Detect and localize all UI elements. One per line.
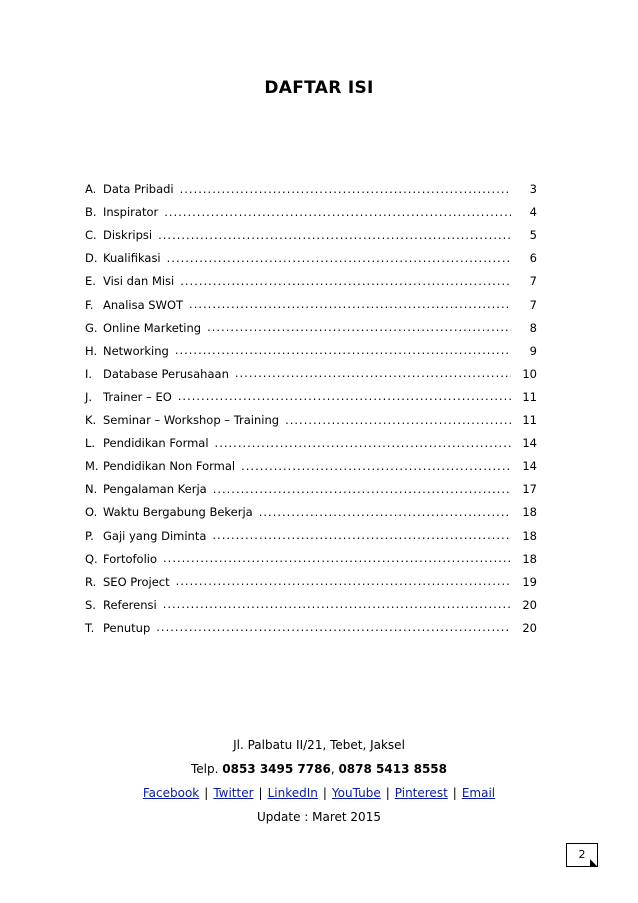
toc-label: Pendidikan Formal — [103, 436, 209, 451]
toc-letter: G. — [85, 320, 98, 335]
toc-letter: R. — [85, 574, 97, 589]
toc-page-number: 18 — [522, 528, 537, 543]
toc-page-number: 7 — [529, 297, 537, 312]
toc-leader-dots — [156, 622, 511, 635]
toc-page-number: 18 — [522, 551, 537, 566]
toc-page-number: 14 — [522, 436, 537, 451]
phone-number-1: 0853 3495 7786 — [222, 762, 331, 776]
phone-separator: , — [330, 762, 339, 776]
toc-page-number: 18 — [522, 505, 537, 520]
toc-letter: M. — [85, 459, 99, 474]
toc-leader-dots — [164, 207, 511, 220]
toc-letter: O. — [85, 505, 98, 520]
toc-leader-dots — [215, 438, 511, 451]
footer — [0, 733, 638, 829]
page-number: 2 — [578, 848, 586, 861]
toc-label: Diskripsi — [103, 228, 153, 243]
toc-label: Visi dan Misi — [103, 274, 175, 289]
toc-page-number: 8 — [529, 320, 537, 335]
toc-page-number: 20 — [522, 620, 537, 635]
toc-label: Penutup — [103, 620, 151, 635]
toc-row — [85, 473, 537, 496]
toc-row — [85, 288, 537, 311]
toc-letter: E. — [85, 274, 96, 289]
toc-page-number: 10 — [522, 366, 537, 381]
toc-label: Online Marketing — [103, 320, 202, 335]
toc-page-number: 11 — [522, 389, 537, 404]
toc-letter: A. — [85, 182, 97, 197]
toc-leader-dots — [235, 368, 511, 381]
toc-leader-dots — [175, 345, 511, 358]
toc-leader-dots — [163, 599, 511, 612]
phone-prefix: Telp. — [190, 762, 223, 776]
toc-row — [85, 566, 537, 589]
link-youtube[interactable]: YouTube — [331, 786, 381, 800]
toc-leader-dots — [285, 415, 511, 428]
toc-page-number: 17 — [522, 482, 537, 497]
toc-leader-dots — [207, 322, 511, 335]
toc-leader-dots — [241, 461, 511, 474]
toc-row — [85, 543, 537, 566]
toc-leader-dots — [167, 253, 511, 266]
link-separator: | — [258, 786, 263, 800]
toc-letter: H. — [85, 343, 98, 358]
toc-leader-dots — [158, 230, 511, 243]
page-number-box — [566, 843, 598, 867]
toc-letter: B. — [85, 205, 97, 220]
toc-row — [85, 589, 537, 612]
toc-label: Data Pribadi — [103, 182, 174, 197]
toc-letter: F. — [85, 297, 94, 312]
toc-label: Referensi — [103, 597, 157, 612]
toc-label: Pengalaman Kerja — [103, 482, 207, 497]
toc-letter: P. — [85, 528, 94, 543]
link-separator: | — [204, 786, 209, 800]
toc-leader-dots — [163, 553, 511, 566]
toc-label: Analisa SWOT — [103, 297, 184, 312]
link-separator: | — [452, 786, 457, 800]
toc-label: Database Perusahaan — [103, 366, 229, 381]
toc-page-number: 9 — [529, 343, 537, 358]
toc-letter: D. — [85, 251, 98, 266]
toc-row — [85, 196, 537, 219]
toc-label: Inspirator — [103, 205, 159, 220]
toc-letter: C. — [85, 228, 97, 243]
footer-phone — [0, 757, 638, 781]
page-corner-cutout — [590, 859, 597, 866]
toc-label: Seminar – Workshop – Training — [103, 413, 280, 428]
toc-leader-dots — [176, 576, 511, 589]
toc-label: Waktu Bergabung Bekerja — [103, 505, 253, 520]
toc-letter: T. — [85, 620, 95, 635]
toc-page-number: 4 — [529, 205, 537, 220]
toc-row — [85, 265, 537, 288]
toc-letter: I. — [85, 366, 93, 381]
toc-label: Gaji yang Diminta — [103, 528, 207, 543]
toc-leader-dots — [180, 276, 511, 289]
toc-letter: Q. — [85, 551, 98, 566]
phone-number-2: 0878 5413 8558 — [338, 762, 448, 776]
toc-letter: N. — [85, 482, 98, 497]
toc-page-number: 5 — [529, 228, 537, 243]
toc-leader-dots — [180, 184, 511, 197]
toc-leader-dots — [212, 530, 511, 543]
toc-row — [85, 381, 537, 404]
toc-letter: S. — [85, 597, 96, 612]
toc-row — [85, 519, 537, 542]
link-separator: | — [322, 786, 327, 800]
toc-leader-dots — [259, 507, 511, 520]
toc-label: SEO Project — [103, 574, 170, 589]
toc-page-number: 14 — [522, 459, 537, 474]
toc-row — [85, 612, 537, 635]
toc-page-number: 6 — [529, 251, 537, 266]
toc-label: Pendidikan Non Formal — [103, 459, 236, 474]
toc-row — [85, 173, 537, 196]
toc-page-number: 11 — [522, 413, 537, 428]
page-title: DAFTAR ISI — [264, 78, 374, 98]
toc-letter: J. — [85, 389, 93, 404]
toc-leader-dots — [178, 391, 511, 404]
link-twitter[interactable]: Twitter — [213, 786, 254, 800]
link-separator: | — [385, 786, 390, 800]
toc-page-number: 7 — [529, 274, 537, 289]
toc-row — [85, 450, 537, 473]
toc-row — [85, 427, 537, 450]
toc-leader-dots — [189, 299, 511, 312]
link-email[interactable]: Email — [461, 786, 496, 800]
toc-page-number: 19 — [522, 574, 537, 589]
link-linkedin[interactable]: LinkedIn — [267, 786, 318, 800]
update-date: Update : Maret 2015 — [257, 810, 381, 824]
toc-leader-dots — [213, 484, 511, 497]
link-pinterest[interactable]: Pinterest — [394, 786, 448, 800]
toc-row — [85, 219, 537, 242]
toc-row — [85, 496, 537, 519]
toc-row — [85, 335, 537, 358]
toc-page-number: 3 — [529, 182, 537, 197]
toc-row — [85, 312, 537, 335]
link-facebook[interactable]: Facebook — [142, 786, 200, 800]
toc-letter: L. — [85, 436, 96, 451]
toc-page-number: 20 — [522, 597, 537, 612]
table-of-contents — [85, 173, 537, 635]
toc-letter: K. — [85, 413, 97, 428]
toc-row — [85, 242, 537, 265]
social-links — [0, 781, 638, 805]
toc-label: Kualifikasi — [103, 251, 161, 266]
footer-address: Jl. Palbatu II/21, Tebet, Jaksel — [233, 738, 405, 752]
toc-row — [85, 358, 537, 381]
toc-label: Networking — [103, 343, 169, 358]
toc-row — [85, 404, 537, 427]
toc-label: Fortofolio — [103, 551, 158, 566]
toc-label: Trainer – EO — [103, 389, 172, 404]
